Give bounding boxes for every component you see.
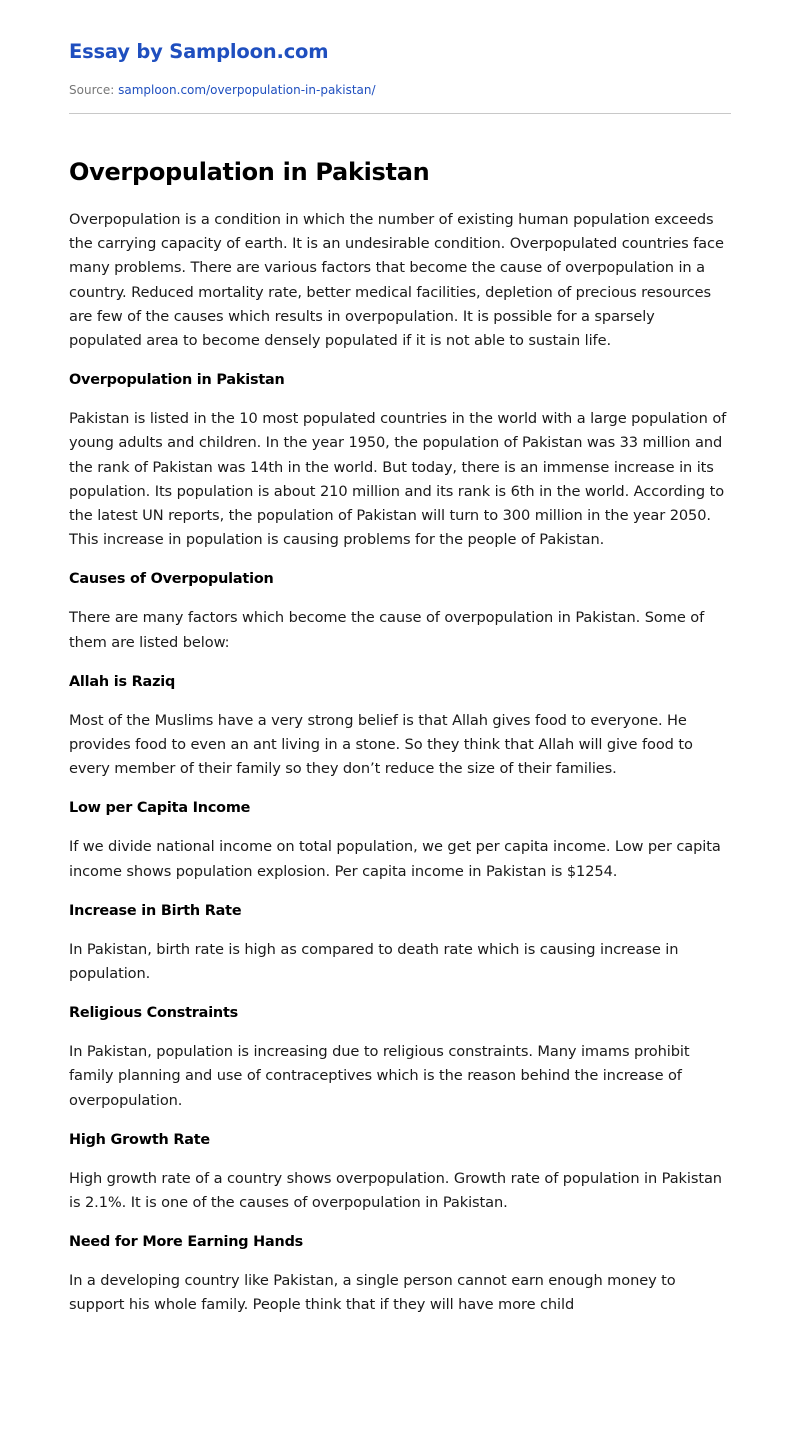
section-heading: Religious Constraints (69, 1005, 239, 1022)
header-divider (69, 113, 731, 114)
essay-title: Overpopulation in Pakistan (69, 158, 430, 186)
section-paragraph: Most of the Muslims have a very strong belief is that Allah gives food to everyone. He provides food to even an ant living in a stone. So they think that Allah will give food to every member of their family so they don’t reduce the size of their families. (69, 711, 693, 778)
section-paragraph: High growth rate of a country shows overpopulation. Growth rate of population in Pakistan is 2.1%. It is one of the causes of overpopulation in Pakistan. (69, 1169, 722, 1212)
section-paragraph: In a developing country like Pakistan, a single person cannot earn enough money to support his whole family. People think that if they will have more child (69, 1272, 676, 1314)
section-paragraph: Pakistan is listed in the 10 most populated countries in the world with a large population of young adults and children. In the year 1950, the population of Pakistan was 33 million and the rank of Pakistan was 14th in the world. But today, there is an immense increase in its population. Its population is about 210 million and its rank is 6th in the world. According to the latest UN reports, the population of Pakistan will turn to 300 million in the year 2050. This increase in population is causing problems for the people of Pakistan. (69, 410, 727, 549)
essay-body (69, 208, 731, 1333)
section-heading: Need for More Earning Hands (69, 1234, 304, 1251)
section-heading: High Growth Rate (69, 1131, 210, 1148)
source-line (69, 83, 376, 97)
section-heading: Low per Capita Income (69, 800, 251, 817)
section-paragraph: If we divide national income on total population, we get per capita income. Low per capita income shows population explosion. Per capita income in Pakistan is $1254. (69, 838, 721, 880)
section-heading: Allah is Raziq (69, 673, 176, 690)
source-label: Source: (69, 83, 115, 97)
section-heading: Overpopulation in Pakistan (69, 372, 285, 389)
section-heading: Causes of Overpopulation (69, 571, 274, 588)
section-heading: Increase in Birth Rate (69, 902, 242, 919)
source-link[interactable]: samploon.com/overpopulation-in-pakistan/ (118, 83, 376, 97)
intro-paragraph: Overpopulation is a condition in which the number of existing human population exceeds the carrying capacity of earth. It is an undesirable condition. Overpopulated countries face many problems. There are various factors that become the cause of overpopulation in a country. Reduced mortality rate, better medical facilities, depletion of precious resources are few of the causes which results in overpopulation. It is possible for a sparsely populated area to become densely populated if it is not able to sustain life. (69, 211, 724, 350)
brand-title: Essay by Samploon.com (69, 40, 329, 63)
section-paragraph: There are many factors which become the cause of overpopulation in Pakistan. Some of them are listed below: (69, 609, 705, 651)
section-paragraph: In Pakistan, birth rate is high as compared to death rate which is causing increase in population. (69, 940, 679, 983)
section-paragraph: In Pakistan, population is increasing due to religious constraints. Many imams prohibit family planning and use of contraceptives which is the reason behind the increase of overpopulation. (69, 1043, 690, 1109)
